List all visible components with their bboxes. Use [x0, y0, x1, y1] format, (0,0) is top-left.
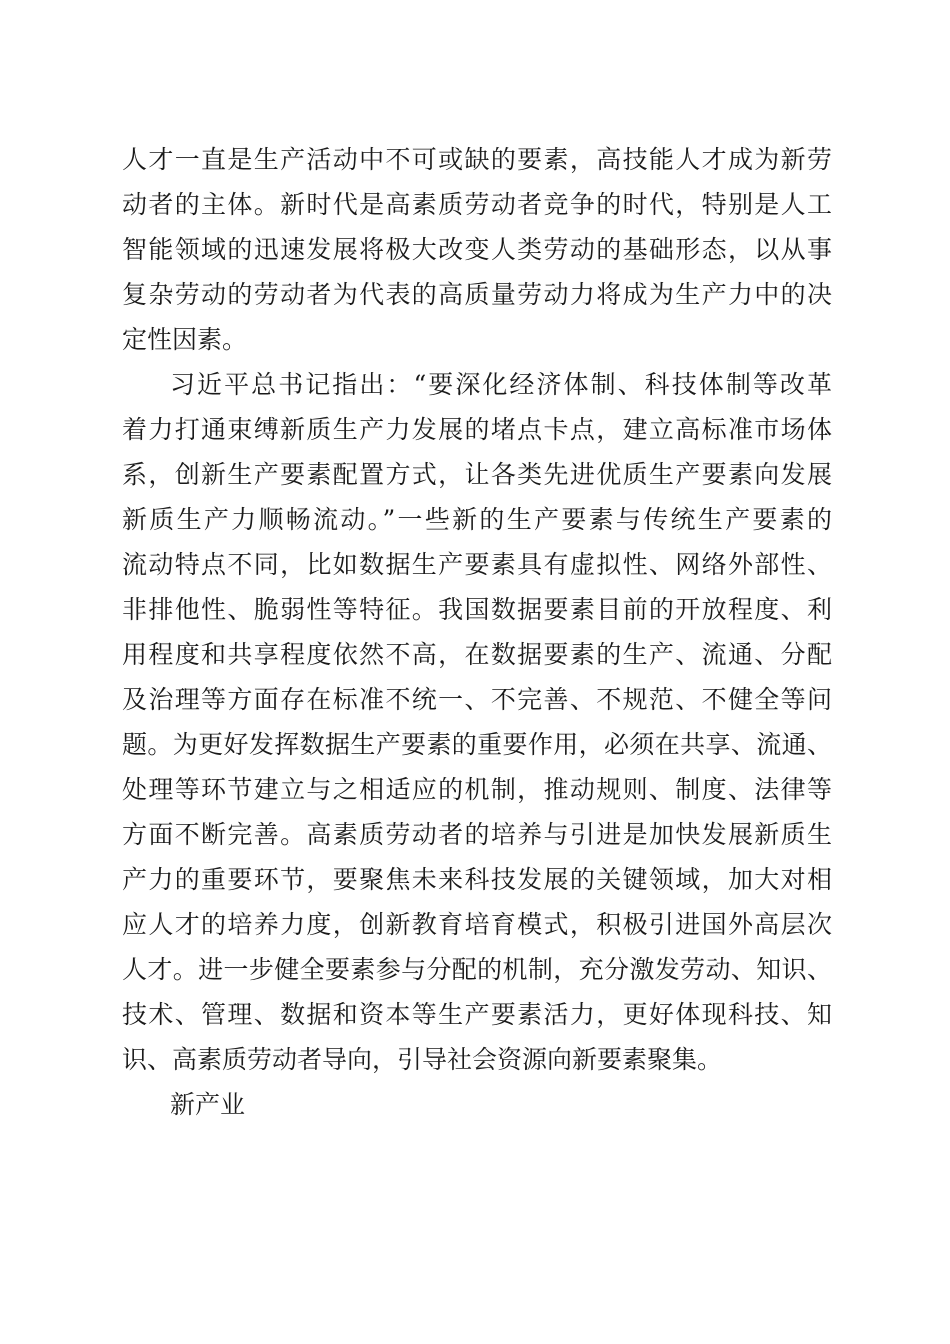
text-line: 技术、管理、数据和资本等生产要素活力，更好体现科技、知 — [122, 1000, 832, 1029]
text-line: 题。为更好发挥数据生产要素的重要作用，必须在共享、流通、 — [122, 730, 832, 759]
text-line: 人才。进一步健全要素参与分配的机制，充分激发劳动、知识、 — [122, 955, 832, 984]
text-line: 人才一直是生产活动中不可或缺的要素，高技能人才成为新劳 — [122, 145, 832, 174]
text-line: 着力打通束缚新质生产力发展的堵点卡点，建立高标准市场体 — [122, 415, 832, 444]
text-line: 识、高素质劳动者导向，引导社会资源向新要素聚集。 — [122, 1045, 723, 1074]
text-line: 动者的主体。新时代是高素质劳动者竞争的时代，特别是人工 — [122, 190, 832, 219]
text-line: 及治理等方面存在标准不统一、不完善、不规范、不健全等问 — [122, 685, 832, 714]
text-line: 处理等环节建立与之相适应的机制，推动规则、制度、法律等 — [122, 775, 832, 804]
text-line: 系，创新生产要素配置方式，让各类先进优质生产要素向发展 — [122, 460, 832, 489]
text-line: 用程度和共享程度依然不高，在数据要素的生产、流通、分配 — [122, 640, 832, 669]
text-line: 定性因素。 — [122, 325, 248, 354]
text-line: 应人才的培养力度，创新教育培育模式，积极引进国外高层次 — [122, 910, 832, 939]
text-line: 习近平总书记指出：“要深化经济体制、科技体制等改革 — [170, 370, 832, 399]
text-line: 方面不断完善。高素质劳动者的培养与引进是加快发展新质生 — [122, 820, 832, 849]
text-line: 流动特点不同，比如数据生产要素具有虚拟性、网络外部性、 — [122, 550, 832, 579]
text-line: 非排他性、脆弱性等特征。我国数据要素目前的开放程度、利 — [122, 595, 832, 624]
text-line: 复杂劳动的劳动者为代表的高质量劳动力将成为生产力中的决 — [122, 280, 832, 309]
text-line: 新质生产力顺畅流动。”一些新的生产要素与传统生产要素的 — [122, 505, 832, 534]
text-line: 产力的重要环节，要聚焦未来科技发展的关键领域，加大对相 — [122, 865, 832, 894]
text-line: 智能领域的迅速发展将极大改变人类劳动的基础形态，以从事 — [122, 235, 832, 264]
text-line: 新产业 — [170, 1090, 246, 1119]
